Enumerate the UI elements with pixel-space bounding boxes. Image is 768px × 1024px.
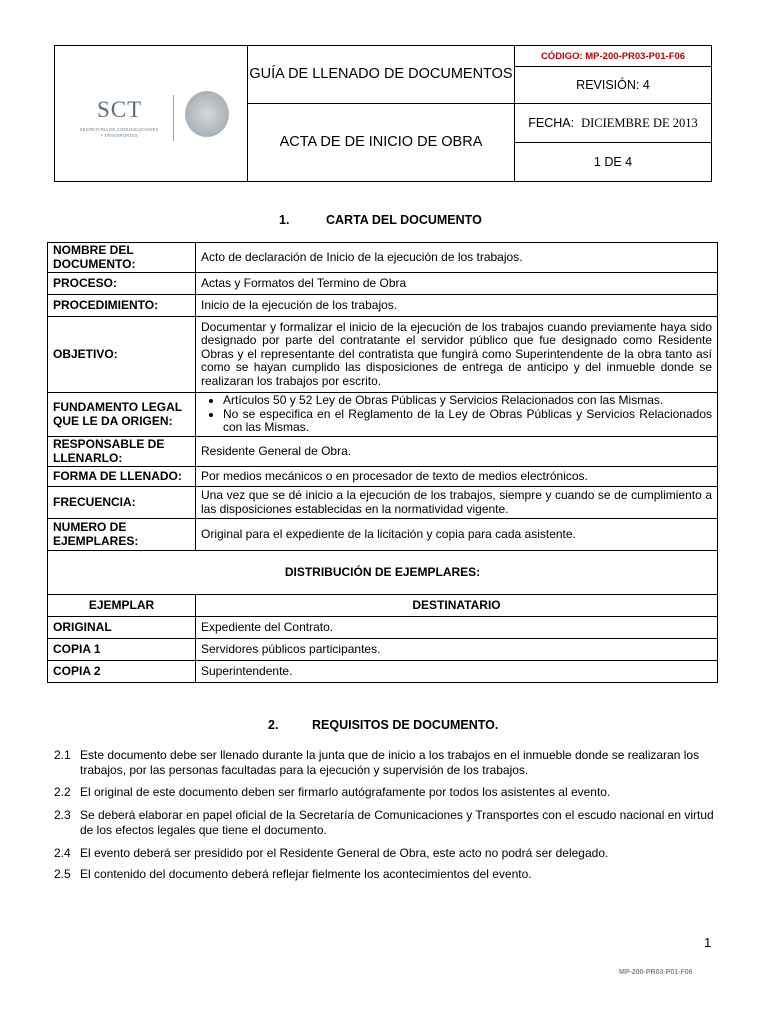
section2-title: REQUISITOS DE DOCUMENTO.: [312, 718, 499, 732]
page-of: 1 DE 4: [515, 143, 712, 182]
row-value: Una vez que se dé inicio a la ejecución de los trabajos, siempre y cuando se de cumplimiento a las disposiciones establecidas en la normatividad vigente.: [196, 487, 718, 519]
page-number: 1: [704, 935, 712, 950]
table-row: [48, 639, 718, 661]
section1-number: 1.: [279, 213, 290, 227]
table-row: [48, 487, 718, 519]
requirement-number: 2.3: [54, 808, 71, 822]
sct-logo-line1: SECRETARÍA DE COMUNICACIONES: [79, 126, 159, 132]
fecha-cell: [515, 104, 712, 143]
requirement-text: Se deberá elaborar en papel oficial de la Secretaría de Comunicaciones y Transportes con el escudo nacional en virtud de los efectos legales que tiene el documento.: [80, 808, 714, 837]
fecha-value: DICIEMBRE DE 2013: [581, 115, 698, 130]
row-value: Por medios mecánicos o en procesador de texto de medios electrónicos.: [196, 467, 718, 487]
table-row: [48, 317, 718, 393]
row-key: PROCESO:: [48, 273, 196, 295]
table-row: [48, 243, 718, 273]
national-seal-icon: [185, 91, 229, 137]
row-key: FORMA DE LLENADO:: [48, 467, 196, 487]
requirement-number: 2.5: [54, 867, 71, 881]
ejemplar-cell: COPIA 2: [48, 661, 196, 683]
table-row: [48, 519, 718, 551]
distribution-header-row: [48, 595, 718, 617]
section1-title: CARTA DEL DOCUMENTO: [326, 213, 482, 227]
requirement-text: El contenido del documento deberá reflejar fielmente los acontecimientos del evento.: [80, 867, 532, 881]
sct-logo: SCT: [97, 96, 143, 122]
document-code: CÓDIGO: MP-200-PR03-P01-F06: [515, 46, 712, 67]
table-row: [48, 467, 718, 487]
distribution-title-row: [48, 551, 718, 595]
table-row: [48, 661, 718, 683]
destinatario-cell: Servidores públicos participantes.: [196, 639, 718, 661]
requirement-item: [54, 808, 718, 837]
requirement-item: [54, 846, 718, 861]
row-value: Documentar y formalizar el inicio de la ejecución de los trabajos cuando previamente haya sido designado por parte del contratante el servidor público que fue designado como Residente Obras y el representante del contratista que fungirá como Superintendente de la obra tanto así como se hayan cumplido las disposiciones de entrega de anticipo y del inmueble donde se realizaran los trabajos por escrito.: [196, 317, 718, 393]
requirement-number: 2.4: [54, 846, 71, 860]
document-title: ACTA DE DE INICIO DE OBRA: [248, 104, 515, 182]
sct-logo-line2: Y TRANSPORTES: [100, 132, 138, 138]
row-value: Inicio de la ejecución de los trabajos.: [196, 295, 718, 317]
requirement-number: 2.2: [54, 785, 71, 799]
requirement-text: El evento deberá ser presidido por el Residente General de Obra, este acto no podrá ser delegado.: [80, 846, 609, 860]
logo-divider: [173, 95, 174, 141]
requirement-text: El original de este documento deben ser firmarlo autógrafamente por todos los asistentes al evento.: [80, 785, 611, 799]
row-key: NUMERO DE EJEMPLARES:: [48, 519, 196, 551]
requirement-item: [54, 748, 718, 777]
distribution-title: DISTRIBUCIÓN DE EJEMPLARES:: [48, 551, 718, 595]
table-row: [48, 393, 718, 437]
list-item: • Artículos 50 y 52 Ley de Obras Públicas y Servicios Relacionados con las Mismas.: [223, 394, 712, 408]
logo-cell: [55, 46, 248, 182]
row-value: Acto de declaración de Inicio de la ejecución de los trabajos.: [196, 243, 718, 273]
column-header-destinatario: DESTINATARIO: [196, 595, 718, 617]
row-key: NOMBRE DEL DOCUMENTO:: [48, 243, 196, 273]
requirement-text: Este documento debe ser llenado durante la junta que de inicio a los trabajos en el inmueble donde se realizaran los trabajos, por las personas facultadas para la ejecución y supervisión de los trabajos.: [80, 748, 700, 777]
row-key: RESPONSABLE DE LLENARLO:: [48, 437, 196, 467]
guide-title: GUÍA DE LLENADO DE DOCUMENTOS: [248, 46, 515, 104]
row-key: FUNDAMENTO LEGAL QUE LE DA ORIGEN:: [48, 393, 196, 437]
column-header-ejemplar: EJEMPLAR: [48, 595, 196, 617]
requirement-number: 2.1: [54, 748, 71, 762]
fecha-label: FECHA:: [528, 115, 575, 130]
document-header: [54, 45, 712, 182]
table-row: [48, 295, 718, 317]
ejemplar-cell: COPIA 1: [48, 639, 196, 661]
destinatario-cell: Expediente del Contrato.: [196, 617, 718, 639]
revision: REVISIÓN: 4: [515, 67, 712, 104]
requirement-item: [54, 785, 718, 800]
row-value: [196, 393, 718, 437]
requirement-item: [54, 867, 718, 882]
table-row: [48, 437, 718, 467]
row-value: Original para el expediente de la licitación y copia para cada asistente.: [196, 519, 718, 551]
destinatario-cell: Superintendente.: [196, 661, 718, 683]
ejemplar-cell: ORIGINAL: [48, 617, 196, 639]
fundamento-list: [201, 394, 712, 435]
carta-table: [47, 242, 718, 683]
table-row: [48, 617, 718, 639]
row-key: OBJETIVO:: [48, 317, 196, 393]
row-key: FRECUENCIA:: [48, 487, 196, 519]
table-row: [48, 273, 718, 295]
row-value: Actas y Formatos del Termino de Obra: [196, 273, 718, 295]
section2-number: 2.: [268, 718, 279, 732]
footer-code: MP-200-PR03-P01-F06: [619, 969, 693, 976]
row-value: Residente General de Obra.: [196, 437, 718, 467]
list-item: • No se especifica en el Reglamento de la Ley de Obras Públicas y Servicios Relacionados con las Mismas.: [223, 408, 712, 435]
row-key: PROCEDIMIENTO:: [48, 295, 196, 317]
